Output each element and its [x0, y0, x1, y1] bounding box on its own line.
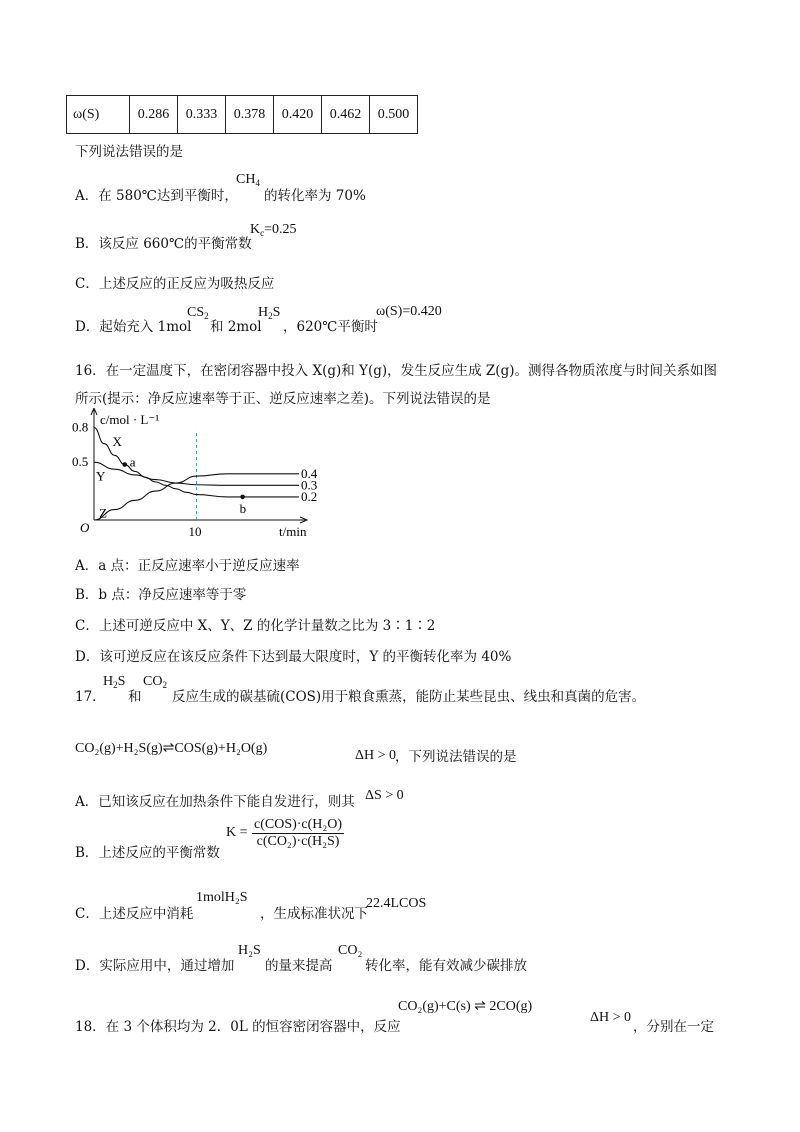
q15-a-pre: A．在 580℃达到平衡时， [75, 188, 238, 204]
data-point [240, 495, 245, 500]
q16-option-c: C．上述可逆反应中 X、Y、Z 的化学计量数之比为 3∶1∶2 [75, 618, 436, 634]
point-label: a [129, 454, 136, 470]
q15-a-formula-sub: 4 [255, 178, 260, 188]
q15-b-k: K [250, 222, 261, 237]
q17-intro: 反应生成的碳基硫(COS)用于粮食熏蒸，能防止某些昆虫、线虫和真菌的危害。 [172, 689, 646, 705]
q18-post: ，分别在一定 [633, 1019, 714, 1035]
end-value-label: 0.3 [301, 477, 318, 493]
q15-d-f1-sub: 2 [204, 311, 209, 321]
q16-line1: 16．在一定温度下，在密闭容器中投入 X(g)和 Y(g)，发生反应生成 Z(g)。测得各物质浓度与时间关系如图 [75, 363, 717, 379]
end-value-label: 0.2 [301, 488, 318, 504]
q16-option-a: A．a 点：正反应速率小于逆反应速率 [75, 558, 300, 574]
q17-d-mid: 的量来提高 [265, 958, 333, 974]
y-tick-label: 0.8 [72, 419, 89, 435]
q16-option-b: B．b 点：净反应速率等于零 [75, 587, 247, 603]
q17-f1-text: H [103, 674, 114, 689]
q15-d-f2-post: S [272, 305, 281, 320]
q17-f2 [143, 674, 167, 690]
q17-b-numerator: c(COS)·c(H₂O) [254, 817, 343, 832]
q17-c-f2: 22.4LCOS [366, 896, 427, 911]
q15-d-f1-text: CS [187, 305, 205, 320]
q15-option-a [75, 187, 238, 205]
q15-d-f1 [187, 305, 209, 321]
q17-equation: CO₂(g)+H₂S(g)⇌COS(g)+H₂O(g) [75, 741, 268, 756]
q17-d-f1: H₂S [238, 943, 261, 958]
q15-b-value: =0.25 [264, 222, 297, 237]
q15-d-post: ，620℃平衡时 [283, 319, 378, 335]
q17-f1-sub: 2 [113, 680, 118, 690]
q17-d-post: 转化率，能有效减少碳排放 [365, 958, 527, 974]
table-cell: 0.462 [322, 96, 370, 134]
q17-a-pre: A．已知该反应在加热条件下能自发进行，则其 [75, 794, 355, 810]
q17-f2-text: CO [143, 674, 163, 689]
y-tick-label: 0.5 [72, 454, 89, 470]
q17-dh: ΔH > 0 [355, 748, 397, 763]
data-point [122, 462, 127, 467]
q15-d-pre: D．起始充入 1mol [75, 319, 192, 335]
series-label: Z [99, 505, 108, 521]
series-label: Y [96, 468, 106, 484]
q15-a-post: 的转化率为 70% [264, 188, 366, 204]
series-line [94, 428, 299, 497]
q15-d-f2-sub: 2 [268, 311, 273, 321]
q18-dh: ΔH > 0 [590, 1010, 632, 1025]
q17-c-f1: 1molH₂S [196, 890, 248, 905]
q17-f1 [103, 674, 125, 690]
table-cell: 0.333 [178, 96, 226, 134]
q15-b-k-sub: c [260, 228, 265, 238]
end-value-label: 0.4 [301, 465, 318, 481]
point-label: b [239, 500, 247, 516]
concentration-time-chart [70, 408, 330, 543]
x-tick-label: 10 [188, 524, 202, 539]
q17-b-k: K = [226, 825, 248, 840]
table-head-cell: ω(S) [67, 96, 130, 134]
q16-line2: 所示(提示：净反应速率等于正、逆反应速率之差)。下列说法错误的是 [75, 391, 491, 407]
q15-d-mid: 和 2mol [210, 319, 262, 335]
q17-d-f2: CO₂ [338, 943, 363, 958]
q17-c-mid: ，生成标准状况下 [260, 906, 368, 922]
q18-pre: 18．在 3 个体积均为 2．0L 的恒容密闭容器中，反应 [75, 1019, 401, 1035]
q17-num: 17． [75, 689, 106, 705]
table-cell: 0.420 [274, 96, 322, 134]
q16-option-d: D．该可逆反应在该反应条件下达到最大限度时，Y 的平衡转化率为 40% [75, 649, 512, 665]
q17-b-fraction [252, 817, 344, 850]
q17-f1-post: S [117, 674, 126, 689]
q15-stem: 下列说法错误的是 [75, 144, 183, 160]
q17-and: 和 [128, 689, 142, 705]
q15-d-f2 [258, 305, 280, 321]
origin-label: O [80, 520, 90, 535]
q15-b-pre: B．该反应 660℃的平衡常数 [75, 236, 252, 252]
q17-a-expr: ΔS > 0 [365, 788, 404, 803]
x-axis-label: t/min [279, 524, 307, 539]
q18-equation: CO₂(g)+C(s) ⇌ 2CO(g) [398, 999, 533, 1014]
q17-f2-sub: 2 [162, 680, 167, 690]
q15-b-formula [250, 222, 297, 238]
table-cell: 0.500 [370, 96, 418, 134]
q15-d-f2-text: H [258, 305, 269, 320]
q17-d-pre: D．实际应用中，通过增加 [75, 958, 235, 974]
omega-table [66, 95, 418, 134]
table-cell: 0.378 [226, 96, 274, 134]
q17-b-pre: B．上述反应的平衡常数 [75, 845, 220, 861]
q15-a-formula-text: CH [236, 172, 256, 187]
q17-b-denominator: c(CO₂)·c(H₂S) [256, 834, 340, 849]
q17-c-pre: C．上述反应中消耗 [75, 906, 194, 922]
y-axis-label: c/mol · L⁻¹ [100, 412, 160, 427]
q17-stem: ，下列说法错误的是 [395, 749, 517, 765]
table-cell: 0.286 [130, 96, 178, 134]
q15-option-c: C．上述反应的正反应为吸热反应 [75, 276, 275, 292]
series-label: X [112, 434, 122, 450]
q15-d-expr: ω(S)=0.420 [376, 304, 442, 319]
q15-a-formula [236, 172, 260, 188]
